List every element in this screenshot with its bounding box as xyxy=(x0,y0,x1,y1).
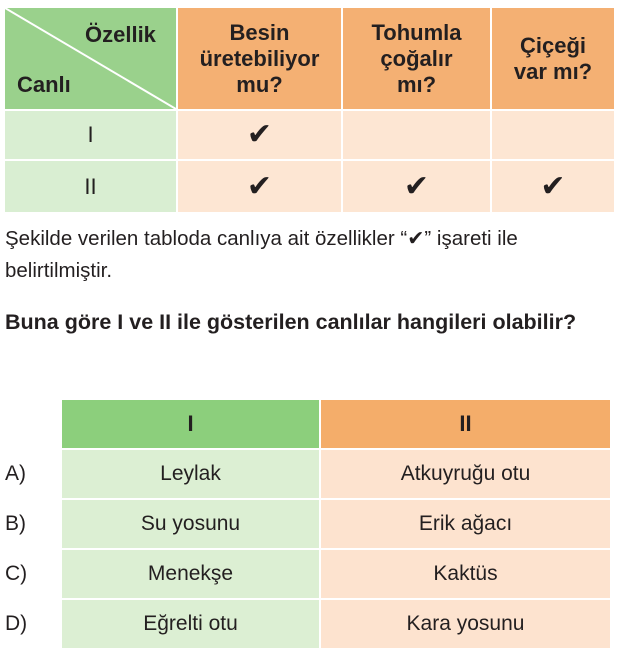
mark-cell xyxy=(492,161,614,212)
checkmark-icon: ✔ xyxy=(540,169,566,203)
row-label-ii: II xyxy=(5,161,176,212)
features-table xyxy=(5,8,614,212)
mark-cell xyxy=(178,161,341,212)
organism-header-label: Canlı xyxy=(17,72,71,97)
option-b-i: Su yosunu xyxy=(62,500,319,548)
options-header-ii: II xyxy=(321,400,610,448)
options-header-i: I xyxy=(62,400,319,448)
option-c-ii: Kaktüs xyxy=(321,550,610,598)
column-header-food: Besin üretebiliyor mu? xyxy=(178,8,341,109)
mark-cell xyxy=(343,111,490,159)
mark-cell xyxy=(178,111,341,159)
checkmark-icon: ✔ xyxy=(246,118,273,151)
feature-header-label: Özellik xyxy=(85,22,156,47)
row-label-i: I xyxy=(5,111,176,159)
mark-cell xyxy=(492,111,614,159)
option-d-ii: Kara yosunu xyxy=(321,600,610,648)
options-table xyxy=(62,400,610,650)
option-letter-a[interactable]: A) xyxy=(5,462,26,485)
column-header-seed: Tohumla çoğalır mı? xyxy=(343,8,490,109)
option-b-ii: Erik ağacı xyxy=(321,500,610,548)
question-text: Buna göre I ve II ile gösterilen canlılar hangileri olabilir? xyxy=(5,310,577,334)
option-letter-b[interactable]: B) xyxy=(5,512,26,535)
checkmark-icon: ✔ xyxy=(403,169,430,203)
option-d-i: Eğrelti otu xyxy=(62,600,319,648)
option-a-i: Leylak xyxy=(62,450,319,498)
option-a-ii: Atkuyruğu otu xyxy=(321,450,610,498)
corner-header xyxy=(5,8,176,109)
option-letter-d[interactable]: D) xyxy=(5,612,28,635)
description-paragraph: Şekilde verilen tabloda canlıya ait özellikler “✔” işareti ile belirtilmiştir. xyxy=(5,227,518,282)
column-header-flower: Çiçeği var mı? xyxy=(492,8,614,109)
option-c-i: Menekşe xyxy=(62,550,319,598)
mark-cell xyxy=(343,161,490,212)
option-letter-c[interactable]: C) xyxy=(5,562,28,585)
checkmark-icon: ✔ xyxy=(246,169,273,203)
